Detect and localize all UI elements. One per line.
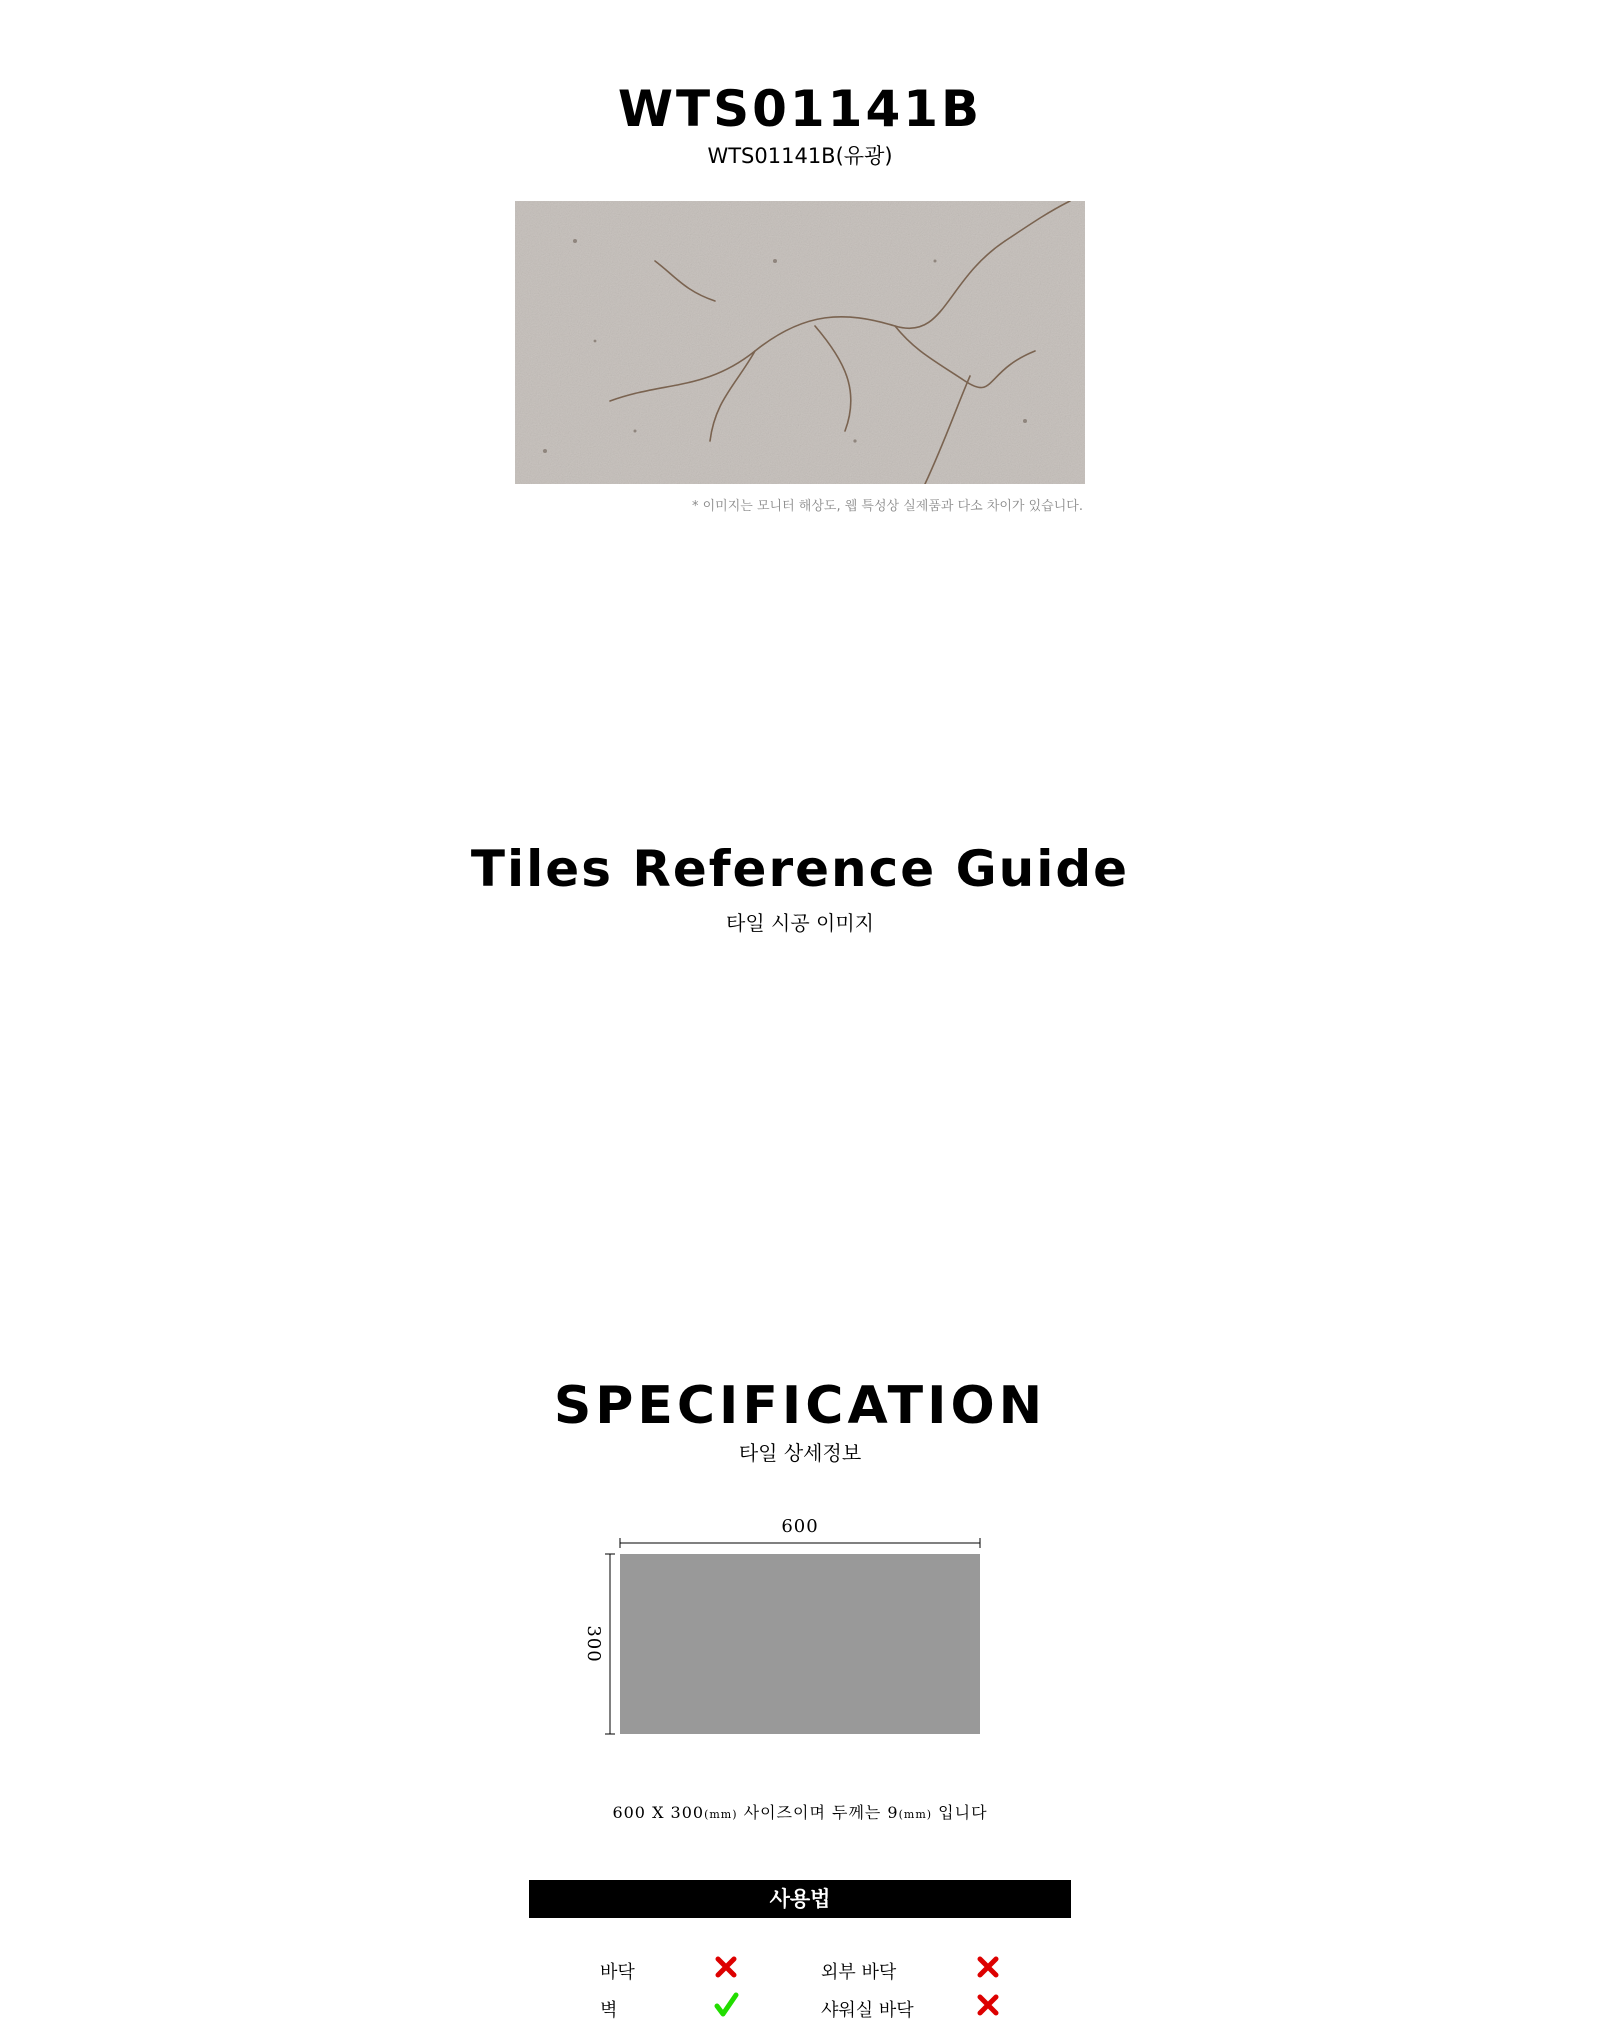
width-dimension-line — [620, 1538, 980, 1548]
size-unit: (mm) — [704, 1808, 738, 1821]
marble-texture-image — [515, 201, 1085, 484]
height-dimension-line — [605, 1554, 615, 1734]
reference-guide-subtitle: 타일 시공 이미지 — [726, 911, 874, 935]
not-allowed-icon — [713, 1954, 739, 1980]
product-code: WTS01141B — [617, 80, 983, 138]
specification-title: SPECIFICATION — [553, 1376, 1047, 1436]
width-label: 600 — [781, 1516, 819, 1537]
image-disclaimer: * 이미지는 모니터 해상도, 웹 특성상 실제품과 다소 차이가 있습니다. — [691, 499, 1083, 514]
usage-header: 사용법 — [529, 1880, 1071, 1918]
size-description — [0, 1800, 1600, 1823]
not-allowed-icon — [975, 1954, 1001, 1980]
not-allowed-icon — [975, 1992, 1001, 2018]
size-description-end: 입니다 — [932, 1803, 988, 1822]
tile-photo — [515, 201, 1085, 484]
tile-size-diagram — [570, 1510, 1030, 1750]
check-icon — [713, 1992, 739, 2018]
tile-swatch — [620, 1554, 980, 1734]
height-label: 300 — [583, 1625, 604, 1663]
reference-guide-title: Tiles Reference Guide — [470, 840, 1130, 898]
product-name: WTS01141B(유광) — [707, 144, 893, 168]
size-dimensions: 600 X 300 — [612, 1803, 705, 1822]
usage-label-wall: 벽 — [600, 2000, 618, 2021]
thickness-unit: (mm) — [898, 1808, 933, 1821]
specification-subtitle: 타일 상세정보 — [738, 1441, 862, 1465]
thickness-text: 사이즈이며 두께는 9 — [737, 1803, 899, 1822]
usage-label-exterior-floor: 외부 바닥 — [821, 1962, 897, 1983]
usage-label-floor: 바닥 — [600, 1962, 635, 1983]
usage-label-shower-floor: 샤워실 바닥 — [821, 2000, 914, 2021]
